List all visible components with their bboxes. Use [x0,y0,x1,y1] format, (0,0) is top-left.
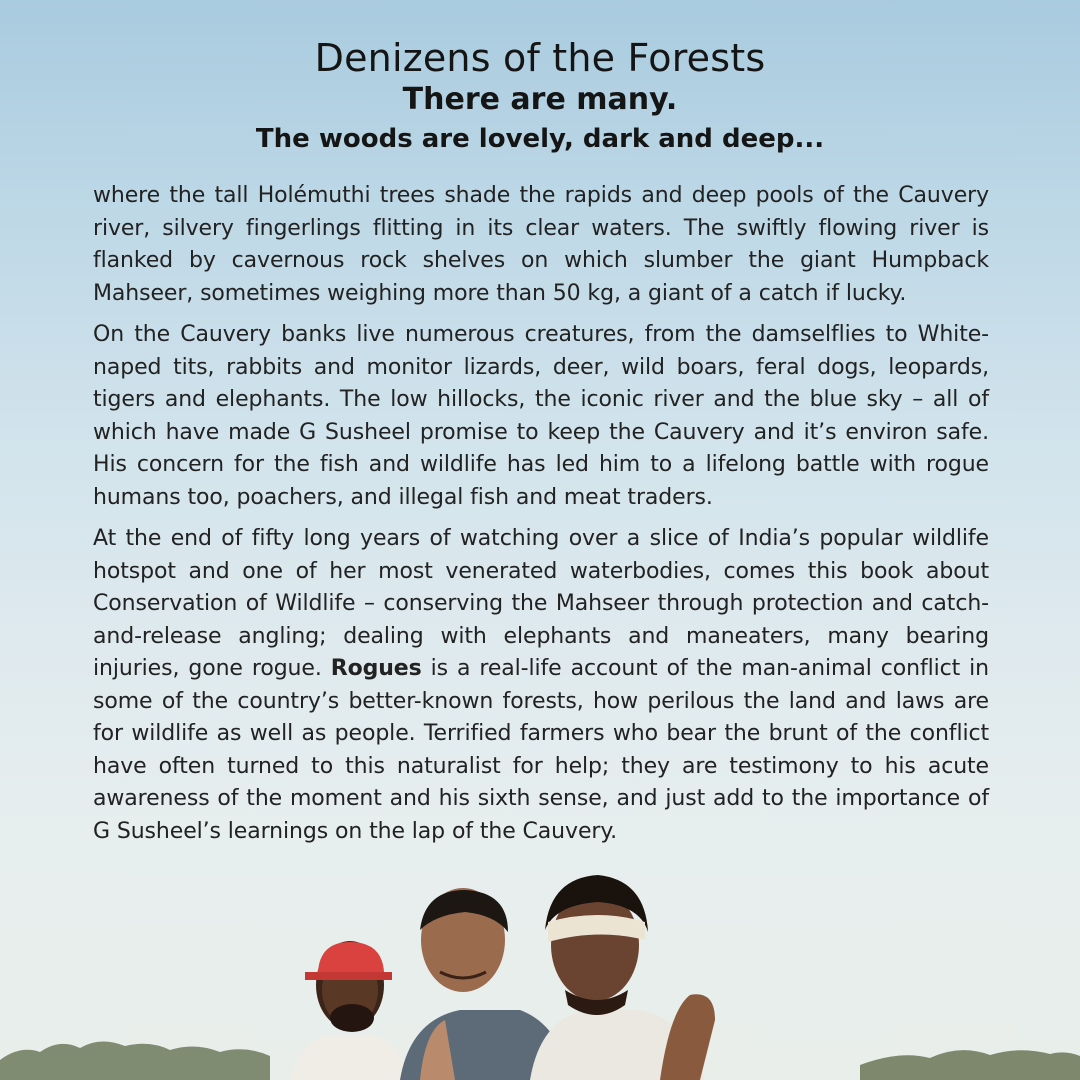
treeline-right [860,1050,1080,1080]
paragraph-3 [93,523,989,848]
page-title: Denizens of the Forests [314,36,766,80]
cover-photo [0,860,1080,1080]
treeline [0,1041,270,1080]
book-title-rogues: Rogues [330,656,422,681]
person-left [290,941,410,1080]
page-subtitle: There are many. [402,82,678,117]
paragraph-2: On the Cauvery banks live numerous creatures, from the damselflies to White-naped tits, rabbits and monitor lizards, deer, wild boars, feral dogs, leopards, tigers and elephants. The low hillocks, the iconic river and the blue sky – all of which have made G Susheel promise to keep the Cauvery and it’s environ safe. His concern for the fish and wildlife has led him to a lifelong battle with rogue humans too, poachers, and illegal fish and meat traders. [93,322,989,510]
person-right [530,875,715,1080]
paragraph-3-text-end: is a real-life account of the man-animal conflict in some of the country’s better-known forests, how perilous the land and laws are for wildlife as well as people. Terrified farmers who bear the brunt of the conflict have often turned to this naturalist for help; they are testimony to his acute awareness of the moment and his sixth sense, and just add to the importance of G Susheel’s learnings on the lap of the Cauvery. [93,656,989,844]
paragraph-1: where the tall Holémuthi trees shade the rapids and deep pools of the Cauvery river, silvery fingerlings flitting in its clear waters. The swiftly flowing river is flanked by cavernous rock shelves on which slumber the giant Humpback Mahseer, sometimes weighing more than 50 kg, a giant of a catch if lucky. [93,183,989,306]
paragraph-3-text-start: At the end of fifty long years of watching over a slice of India’s popular wildlife hotspot and one of her most venerated waterbodies, comes this book about Conservation of Wildlife – conserving the Mahseer through protection and catch-and-release angling; dealing with elephants and maneaters, many bearing injuries, gone rogue. [93,526,989,681]
tagline: The woods are lovely, dark and deep... [255,124,825,154]
people-photo-illustration [0,860,1080,1080]
blurb [93,180,989,857]
